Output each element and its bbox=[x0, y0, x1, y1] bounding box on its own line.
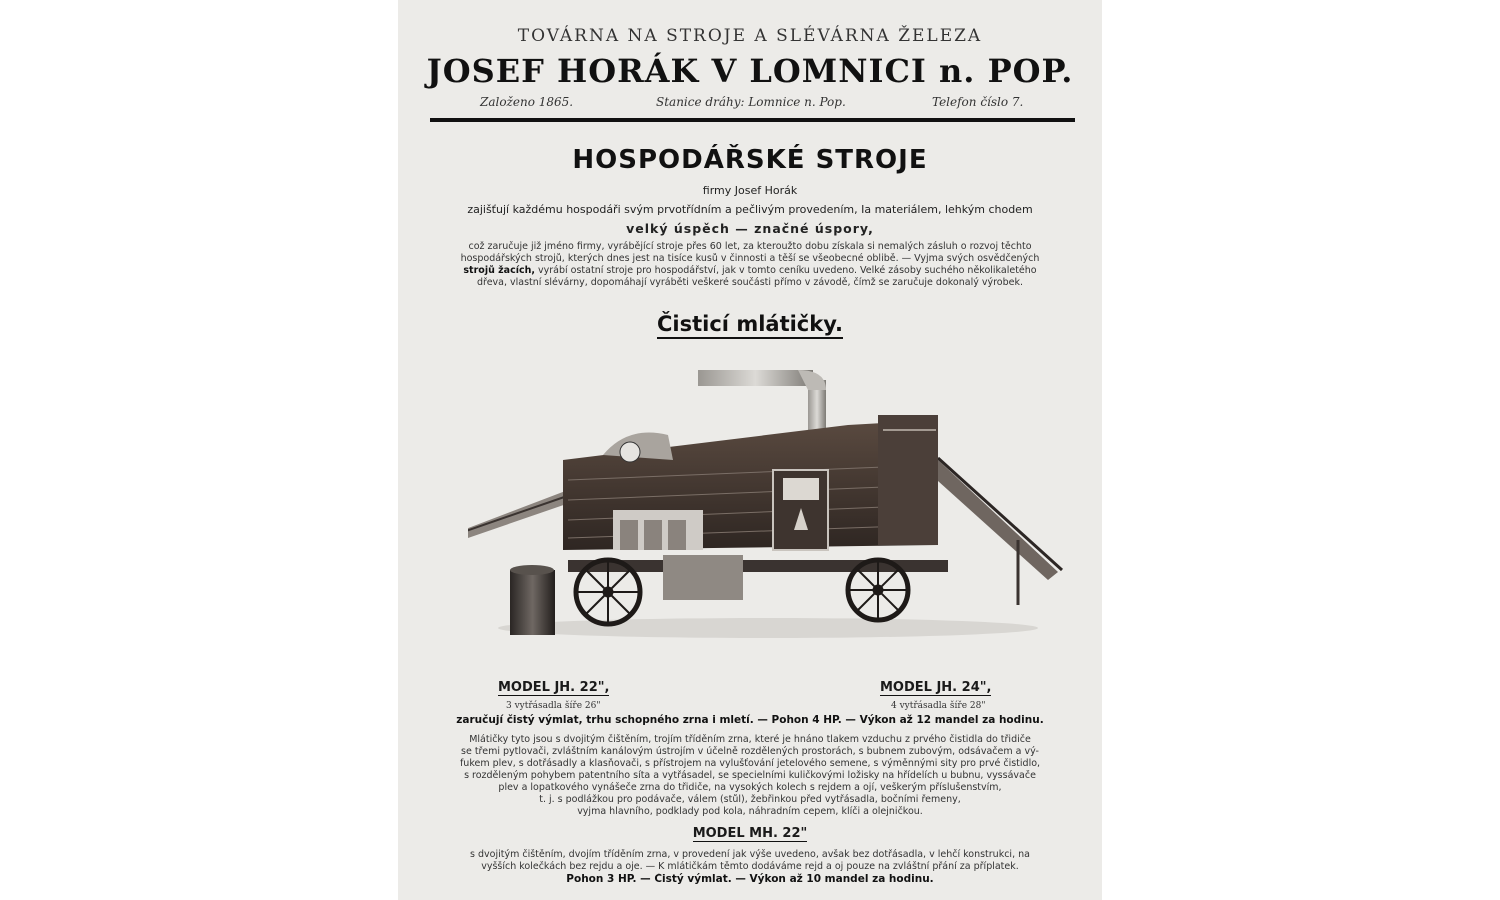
models-desc-1: Mlátičky tyto jsou s dvojitým čištěním, trojím tříděním zrna, které je hnáno tlakem vzduchu z prvého čistidla do třidiče bbox=[469, 734, 1031, 745]
intro-para-2: hospodářských strojů, kterých dnes jest na tisíce kusů v činnosti a těší se všeobecné oblibě. — Vyjma svých osvědčených bbox=[460, 253, 1040, 264]
advertisement-page bbox=[398, 0, 1102, 900]
models-desc-4: s rozděleným pohybem patentního síta a vytřásadel, se specielními kuličkovými ložisky na hřídelích u bubnu, vyssávače bbox=[464, 770, 1036, 781]
model-jh24-heading: MODEL JH. 24", bbox=[880, 680, 992, 695]
header-rule bbox=[430, 118, 1075, 122]
factory-subtitle: TOVÁRNA NA STROJE A SLÉVÁRNA ŽELEZA bbox=[517, 26, 983, 46]
model-jh24-subtitle: 4 vytřásadla šíře 28" bbox=[891, 701, 986, 711]
station-text: Stanice dráhy: Lomnice n. Pop. bbox=[656, 95, 846, 109]
section-heading bbox=[398, 312, 1102, 336]
model-mh22-desc-2: vyšších kolečkách bez rejdu a oje. — K mlátičkám těmto dodáváme rejd a oj pouze na zvláštní přání za příplatek. bbox=[481, 861, 1019, 872]
company-name: JOSEF HORÁK V LOMNICI n. POP. bbox=[426, 52, 1074, 90]
section-heading-text: Čisticí mlátičky. bbox=[657, 312, 843, 339]
model-mh22-heading bbox=[398, 822, 1102, 841]
intro-para-3-text: vyrábí ostatní stroje pro hospodářství, jak v tomto ceníku uvedeno. Velké zásoby suchého několikaletého bbox=[534, 265, 1037, 276]
phone-text: Telefon číslo 7. bbox=[932, 95, 1024, 109]
threshing-machine-illustration bbox=[468, 360, 1068, 650]
intro-para-3-bold: strojů žacích, bbox=[463, 265, 535, 276]
page-title: HOSPODÁŘSKÉ STROJE bbox=[572, 145, 928, 175]
models-desc-3: fukem plev, s dotřásadly a klasňovači, s přístrojem na vylušťování jetelového semene, s výměnnými sity pro prvé čistidlo, bbox=[459, 758, 1041, 769]
intro-line-2: zajišťují každému hospodáři svým prvotřídním a pečlivým provedením, Ia materiálem, lehkým chodem bbox=[467, 203, 1033, 216]
model-mh22-heading-text: MODEL MH. 22" bbox=[692, 826, 808, 841]
intro-line-1: firmy Josef Horák bbox=[702, 184, 798, 197]
models-desc-5: plev a lopatkového vynášeče zrna do třidiče, na vysokých kolech s rejdem a ojí, veškerým příslušenstvím, bbox=[498, 782, 1002, 793]
intro-para-3 bbox=[418, 265, 1082, 276]
model-jh22-subtitle: 3 vytřásadla šíře 26" bbox=[506, 701, 601, 711]
intro-para-1: což zaručuje již jméno firmy, vyrábějící stroje přes 60 let, za kteroužto dobu získala si nemalých zásluh o rozvoj těchto bbox=[468, 241, 1032, 252]
intro-para-4: dřeva, vlastní slévárny, dopomáhají vyráběti veškeré součásti přímo v závodě, čímž se zaručuje dokonalý výrobek. bbox=[476, 277, 1024, 288]
founded-text: Založeno 1865. bbox=[480, 95, 574, 109]
model-jh22-heading: MODEL JH. 22", bbox=[498, 680, 610, 695]
models-desc-2: se třemi pytlovači, zvláštním kanálovým ústrojím v účelně rozdělených prostorách, s bubnem zubovým, odsávačem a vý- bbox=[461, 746, 1039, 757]
model-mh22-claim: Pohon 3 HP. — Čistý výmlat. — Výkon až 10 mandel za hodinu. bbox=[566, 873, 934, 885]
intro-line-3: velký úspěch — značné úspory, bbox=[626, 221, 874, 236]
models-desc-7: vyjma hlavního, podklady pod kola, náhradním cepem, klíči a olejničkou. bbox=[577, 806, 923, 817]
model-mh22-desc-1: s dvojitým čištěním, dvojím tříděním zrna, v provedení jak výše uvedeno, avšak bez dotřásadla, v lehčí konstrukci, na bbox=[470, 849, 1030, 860]
models-desc-6: t. j. s podlážkou pro podávače, válem (stůl), žebřinkou před vytřásadla, bočními řemeny, bbox=[539, 794, 961, 805]
models-claim: zaručují čistý výmlat, trhu schopného zrna i mletí. — Pohon 4 HP. — Výkon až 12 mandel za hodinu. bbox=[456, 714, 1044, 726]
